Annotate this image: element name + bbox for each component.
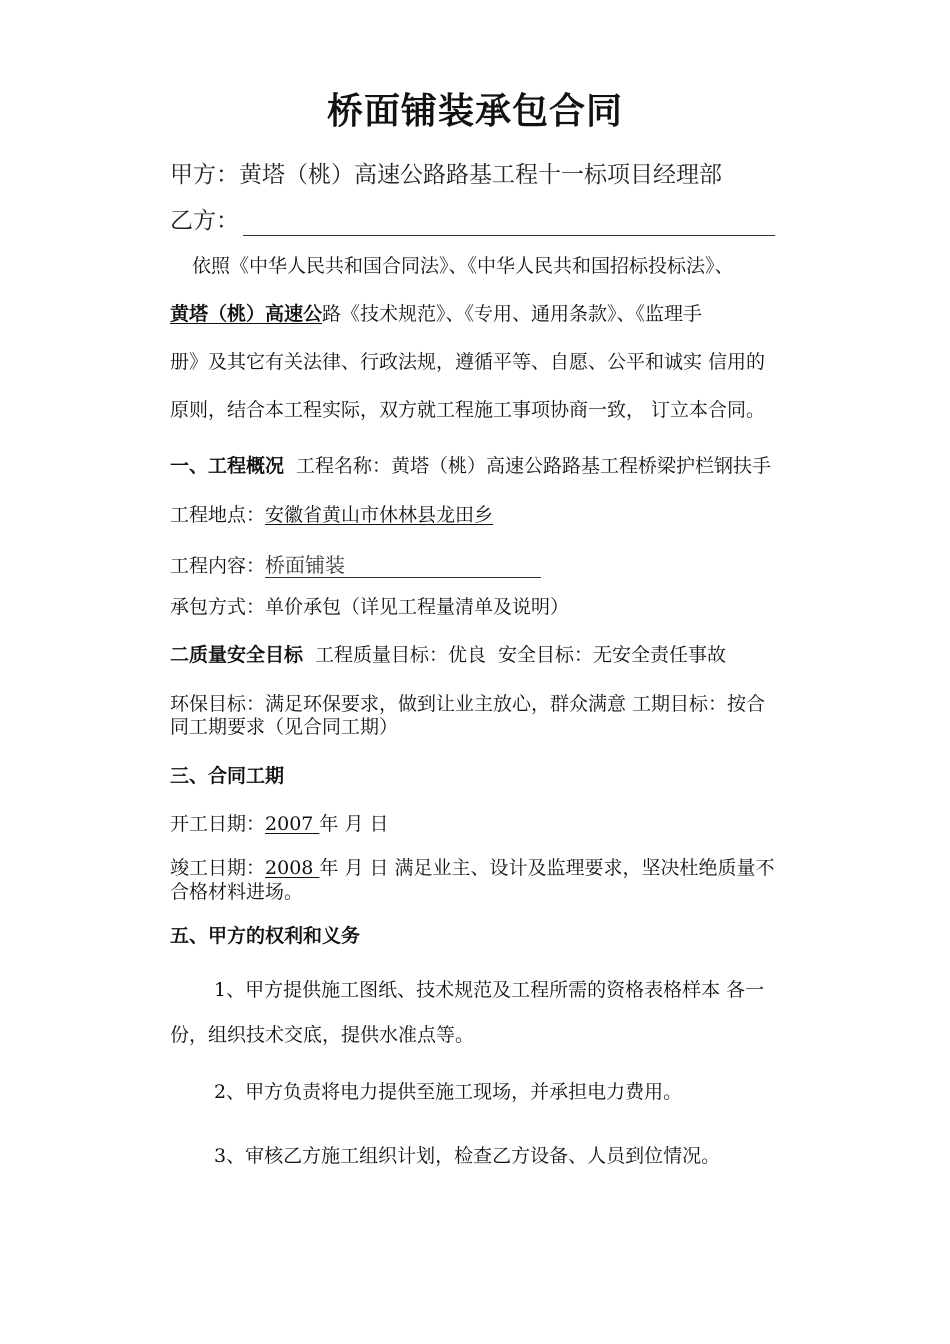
end-date-year: 2008 xyxy=(265,857,320,879)
duty-item-2 xyxy=(214,1080,682,1104)
party-b-blank xyxy=(243,213,775,236)
section-5-heading: 五、甲方的权利和义务 xyxy=(170,925,361,947)
duty-item-3-number: 3 xyxy=(214,1145,227,1167)
intro-line-3: 册》及其它有关法律、行政法规，遵循平等、自愿、公平和诚实 信用的 xyxy=(170,351,766,373)
project-content-line xyxy=(170,553,541,578)
duty-item-1-number: 1 xyxy=(214,979,227,1001)
duty-item-2-number: 2 xyxy=(214,1081,227,1103)
party-a-line xyxy=(170,160,722,190)
project-location-value: 安徽省黄山市休林县龙田乡 xyxy=(265,504,494,526)
duty-item-1-text: 、甲方提供施工图纸、技术规范及工程所需的资格表格样本 各一 xyxy=(226,979,765,1001)
party-a-label: 甲方： xyxy=(170,162,239,188)
intro-highlight: 黄塔（桃）高速公 xyxy=(170,303,323,325)
end-date-line xyxy=(170,856,775,880)
project-content-label: 工程内容： xyxy=(170,555,266,577)
contract-mode: 承包方式：单价承包（详见工程量清单及说明） xyxy=(170,596,570,618)
intro-line-1: 依照《中华人民共和国合同法》、《中华人民共和国招标投标法》、 xyxy=(192,255,734,277)
party-a-value: 黄塔（桃）高速公路路基工程十一标项目经理部 xyxy=(239,162,722,188)
start-date-label: 开工日期： xyxy=(170,813,266,835)
start-date-year: 2007 xyxy=(265,813,320,835)
env-target-line-2: 同工期要求（见合同工期） xyxy=(170,716,399,738)
quality-target: 工程质量目标：优良 xyxy=(315,644,487,666)
project-location-line xyxy=(170,503,493,527)
end-date-line-2: 合格材料进场。 xyxy=(170,881,304,903)
duty-item-3-text: 、审核乙方施工组织计划，检查乙方设备、人员到位情况。 xyxy=(226,1145,721,1167)
safety-target: 安全目标：无安全责任事故 xyxy=(498,644,727,666)
start-date-line xyxy=(170,812,389,836)
party-b-label: 乙方： xyxy=(170,208,239,234)
section-2-line xyxy=(170,643,726,667)
end-date-rest: 年 月 日 满足业主、设计及监理要求，坚决杜绝质量不 xyxy=(319,857,775,879)
start-date-rest: 年 月 日 xyxy=(319,813,389,835)
section-2-heading: 二质量安全目标 xyxy=(170,644,304,666)
section-3-heading: 三、合同工期 xyxy=(170,765,285,787)
duty-item-1-line-2: 份，组织技术交底，提供水准点等。 xyxy=(170,1024,475,1046)
section-1-line xyxy=(170,454,771,478)
intro-line-2 xyxy=(170,302,702,326)
duty-item-1-line-1 xyxy=(214,978,764,1002)
section-1-heading: 一、工程概况 xyxy=(170,455,285,477)
duty-item-3 xyxy=(214,1144,720,1168)
party-b-line xyxy=(170,206,775,236)
intro-line-4: 原则，结合本工程实际，双方就工程施工事项协商一致， 订立本合同。 xyxy=(170,399,766,421)
env-target-line-1: 环保目标：满足环保要求，做到让业主放心，群众满意 工期目标：按合 xyxy=(170,693,766,715)
project-name-value: 黄塔（桃）高速公路路基工程桥梁护栏钢扶手 xyxy=(391,455,772,477)
document-title: 桥面铺装承包合同 xyxy=(326,91,623,132)
end-date-label: 竣工日期： xyxy=(170,857,266,879)
project-location-label: 工程地点： xyxy=(170,504,266,526)
intro-line-2-text: 路《技术规范》、《专用、通用条款》、《监理手 xyxy=(322,303,703,325)
project-name-label: 工程名称： xyxy=(296,455,392,477)
project-content-value: 桥面铺装 xyxy=(265,553,541,578)
duty-item-2-text: 、甲方负责将电力提供至施工现场，并承担电力费用。 xyxy=(226,1081,683,1103)
